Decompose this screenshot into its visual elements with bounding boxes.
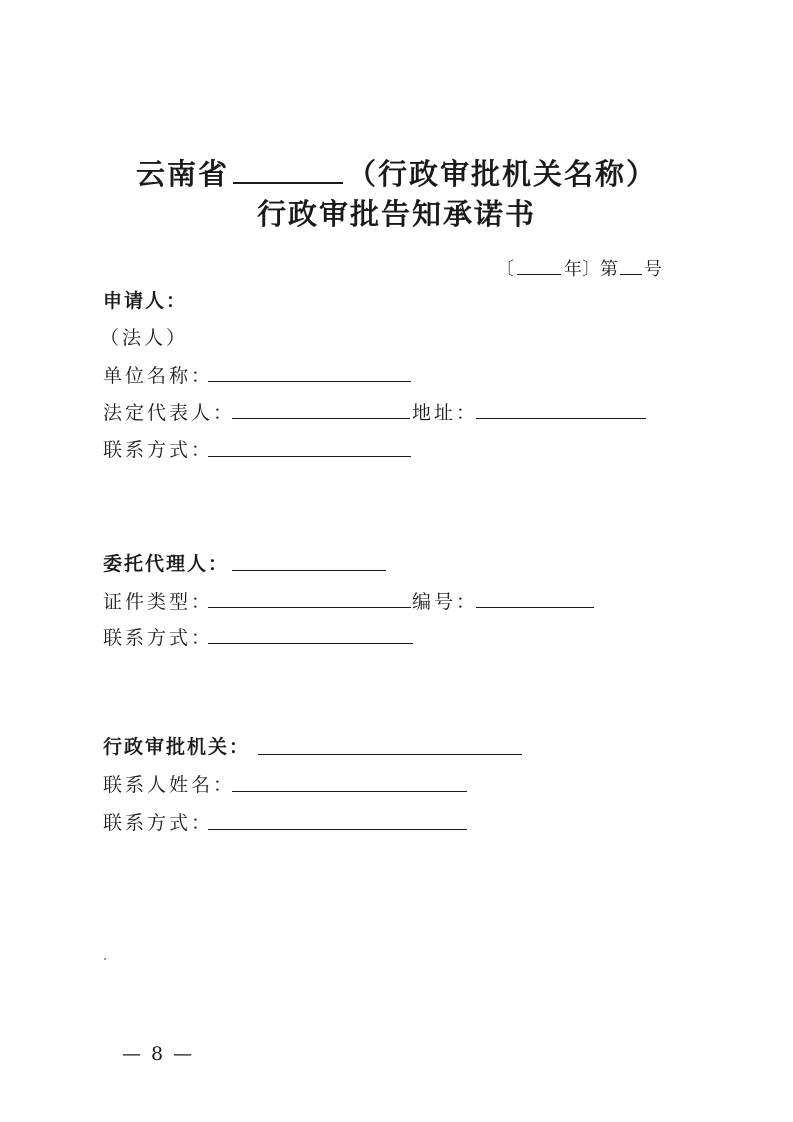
- document-number: [496, 255, 662, 281]
- address-field[interactable]: [476, 418, 646, 419]
- doc-number-open-bracket: 〔: [496, 259, 514, 280]
- authority-contact-person-field[interactable]: [232, 791, 467, 792]
- agent-name-field[interactable]: [232, 570, 386, 571]
- title-authority-blank[interactable]: [233, 156, 343, 184]
- id-type-label: 证件类型：: [103, 591, 214, 613]
- authority-contact-field[interactable]: [208, 829, 467, 830]
- id-type-field[interactable]: [208, 607, 411, 608]
- authority-name-field[interactable]: [258, 754, 522, 755]
- agent-heading: 委托代理人：: [103, 553, 230, 575]
- applicant-type: （法人）: [100, 327, 189, 349]
- authority-heading: 行政审批机关：: [103, 736, 251, 758]
- legal-rep-field[interactable]: [232, 418, 410, 419]
- applicant-contact-field[interactable]: [208, 456, 411, 457]
- unit-name-field[interactable]: [208, 381, 411, 382]
- title-authority-hint: （行政审批机关名称）: [347, 157, 658, 191]
- document-title-line2: 行政审批告知承诺书: [256, 197, 536, 231]
- agent-contact-field[interactable]: [208, 643, 413, 644]
- authority-contact-person-label: 联系人姓名：: [103, 774, 236, 796]
- doc-number-blank[interactable]: [620, 258, 642, 275]
- doc-year-blank[interactable]: [517, 258, 561, 275]
- id-number-label: 编号：: [412, 591, 479, 613]
- scan-speck: [104, 958, 106, 960]
- applicant-heading: 申请人：: [103, 290, 188, 312]
- agent-contact-label: 联系方式：: [103, 627, 214, 649]
- document-title-line1: [0, 152, 793, 193]
- doc-year-suffix: 年〕第: [564, 259, 618, 280]
- doc-number-suffix: 号: [644, 259, 662, 280]
- address-label: 地址：: [412, 402, 479, 424]
- legal-rep-label: 法定代表人：: [103, 402, 236, 424]
- unit-name-label: 单位名称：: [103, 365, 214, 387]
- page-number: — 8 —: [122, 1043, 195, 1065]
- id-number-field[interactable]: [476, 607, 594, 608]
- authority-contact-label: 联系方式：: [103, 812, 214, 834]
- applicant-contact-label: 联系方式：: [103, 439, 214, 461]
- title-province: 云南省: [135, 157, 229, 191]
